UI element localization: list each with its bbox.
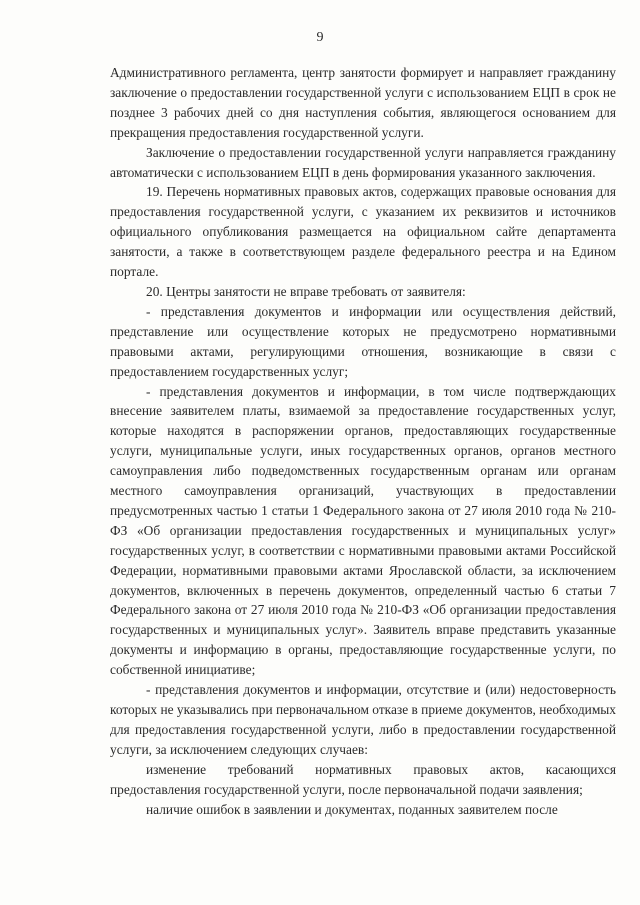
exception-errors-in-application: наличие ошибок в заявлении и документах, поданных заявителем после (146, 801, 558, 817)
paragraph-20-heading: 20. Центры занятости не вправе требовать от заявителя: (146, 283, 466, 299)
paragraph-19-legal-acts: 19. Перечень нормативных правовых актов, содержащих правовые основания для предоставления государственной услуги, с указанием их реквизитов и источников официального опубликования размещается на официальном сайте департамента занятости, а также в соответствующем разделе федерального реестра и на Едином портале. (110, 184, 616, 280)
page-number: 9 (316, 30, 324, 45)
paragraph-conclusion-sent: Заключение о предоставлении государственной услуги направляется гражданину автоматически с использованием ЕЦП в день формирования указанного заключения. (110, 144, 616, 180)
paragraph-regulation-conclusion: Административного регламента, центр занятости формирует и направляет гражданину заключение о предоставлении государственной услуги с использованием ЕЦП в срок не позднее 3 рабочих дней со дня наступления события, являющегося основанием для прекращения предоставления государственной услуги. (110, 65, 616, 140)
document-body (110, 63, 616, 819)
list-item-actions-not-required: - представления документов и информации или осуществления действий, представление или осуществление которых не предусмотрено нормативными правовыми актами, регулирующими отношения, возникающие в связи с предоставлением государственных услуг; (110, 303, 616, 379)
list-item-missing-documents: - представления документов и информации, отсутствие и (или) недостоверность которых не указывались при первоначальном отказе в приеме документов, необходимых для предоставления государственной услуги, либо в предоставлении государственной услуги, за исключением следующих случаев: (110, 682, 616, 757)
exception-requirements-changed: изменение требований нормативных правовых актов, касающихся предоставления государственной услуги, после первоначальной подачи заявления; (110, 761, 616, 797)
list-item-documents-held-by-agencies: - представления документов и информации, в том числе подтверждающих внесение заявителем платы, взимаемой за предоставление государственных услуг, которые находятся в распоряжении органов, предоставляющих государственные услуги, муниципальные услуги, иных государственных органов, органов местного самоуправления либо подведомственных государственным органам или органам местного самоуправления организаций, участвующих в предоставлении предусмотренных частью 1 статьи 1 Федерального закона от 27 июля 2010 года № 210-ФЗ «Об организации предоставления государственных и муниципальных услуг» государственных услуг, в соответствии с нормативными правовыми актами Российской Федерации, нормативными правовыми актами Ярославской области, за исключением документов, включенных в перечень документов, определенный частью 6 статьи 7 Федерального закона от 27 июля 2010 года № 210-ФЗ «Об организации предоставления государственных и муниципальных услуг». Заявитель вправе представить указанные документы и информацию в органы, предоставляющие государственные услуги, по собственной инициативе; (110, 383, 616, 678)
